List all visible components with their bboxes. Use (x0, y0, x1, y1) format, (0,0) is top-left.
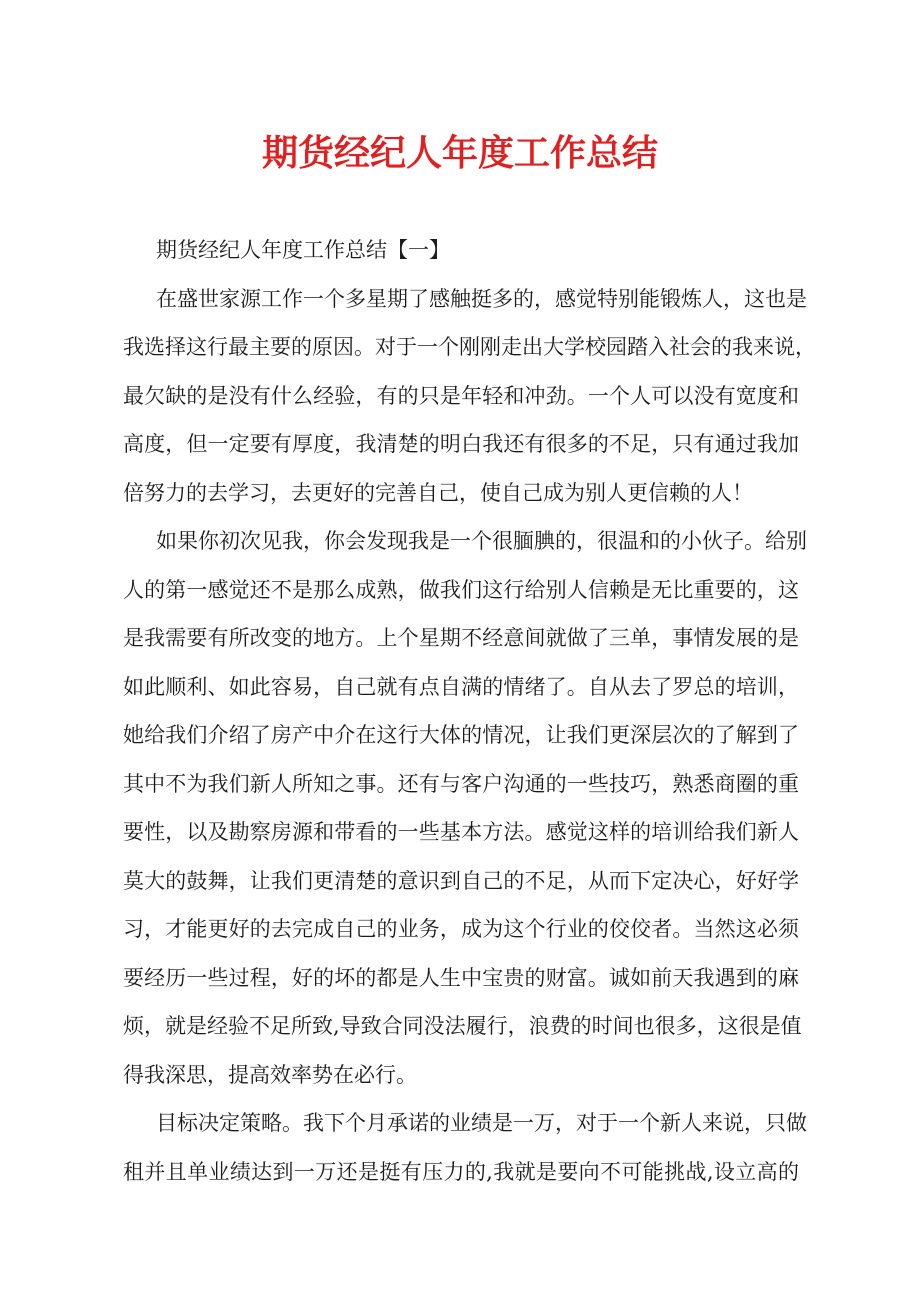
document-body (123, 226, 816, 1196)
paragraph-line: 在盛世家源工作一个多星期了感触挺多的，感觉特别能锻炼人，这也是 (156, 286, 807, 311)
section-heading: 期货经纪人年度工作总结【一】 (156, 238, 450, 262)
paragraph-line: 租并且单业绩达到一万还是挺有压力的,我就是要向不可能挑战,设立高的 (123, 1159, 799, 1184)
document-title: 期货经纪人年度工作总结 (261, 133, 658, 174)
paragraph-line: 要性，以及勘察房源和带看的一些基本方法。感觉这样的培训给我们新人 (123, 820, 799, 844)
paragraph-line: 是我需要有所改变的地方。上个星期不经意间就做了三单，事情发展的是 (123, 626, 799, 650)
paragraph-line: 得我深思，提高效率势在必行。 (123, 1062, 417, 1087)
paragraph-line: 人的第一感觉还不是那么成熟，做我们这行给别人信赖是无比重要的，这 (123, 577, 799, 602)
paragraph-line: 烦，就是经验不足所致,导致合同没法履行，浪费的时间也很多，这很是值 (123, 1014, 802, 1038)
paragraph-3 (123, 1099, 807, 1196)
paragraph-line: 倍努力的去学习，去更好的完善自己，使自己成为别人更信赖的人！ (123, 480, 753, 505)
paragraph-1 (123, 275, 816, 518)
paragraph-2 (123, 517, 807, 1099)
section-heading-paragraph (123, 226, 799, 275)
paragraph-line: 其中不为我们新人所知之事。还有与客户沟通的一些技巧，熟悉商圈的重 (123, 771, 799, 796)
paragraph-line: 莫大的鼓舞，让我们更清楚的意识到自己的不足，从而下定决心，好好学 (123, 868, 799, 893)
paragraph-line: 高度，但一定要有厚度，我清楚的明白我还有很多的不足，只有通过我加 (123, 432, 799, 456)
paragraph-line: 如此顺利、如此容易，自己就有点自满的情绪了。自从去了罗总的培训， (123, 674, 799, 699)
paragraph-line: 最欠缺的是没有什么经验，有的只是年轻和冲劲。一个人可以没有宽度和 (123, 383, 799, 408)
paragraph-line: 我选择这行最主要的原因。对于一个刚刚走出大学校园踏入社会的我来说， (123, 335, 816, 359)
paragraph-line: 要经历一些过程，好的坏的都是人生中宝贵的财富。诚如前天我遇到的麻 (123, 965, 799, 990)
paragraph-line: 她给我们介绍了房产中介在这行大体的情况，让我们更深层次的了解到了 (123, 723, 799, 747)
paragraph-line: 目标决定策略。我下个月承诺的业绩是一万，对于一个新人来说，只做 (156, 1111, 807, 1135)
paragraph-line: 习，才能更好的去完成自己的业务，成为这个行业的佼佼者。当然这必须 (123, 917, 799, 941)
paragraph-line: 如果你初次见我，你会发现我是一个很腼腆的，很温和的小伙子。给别 (156, 529, 807, 553)
